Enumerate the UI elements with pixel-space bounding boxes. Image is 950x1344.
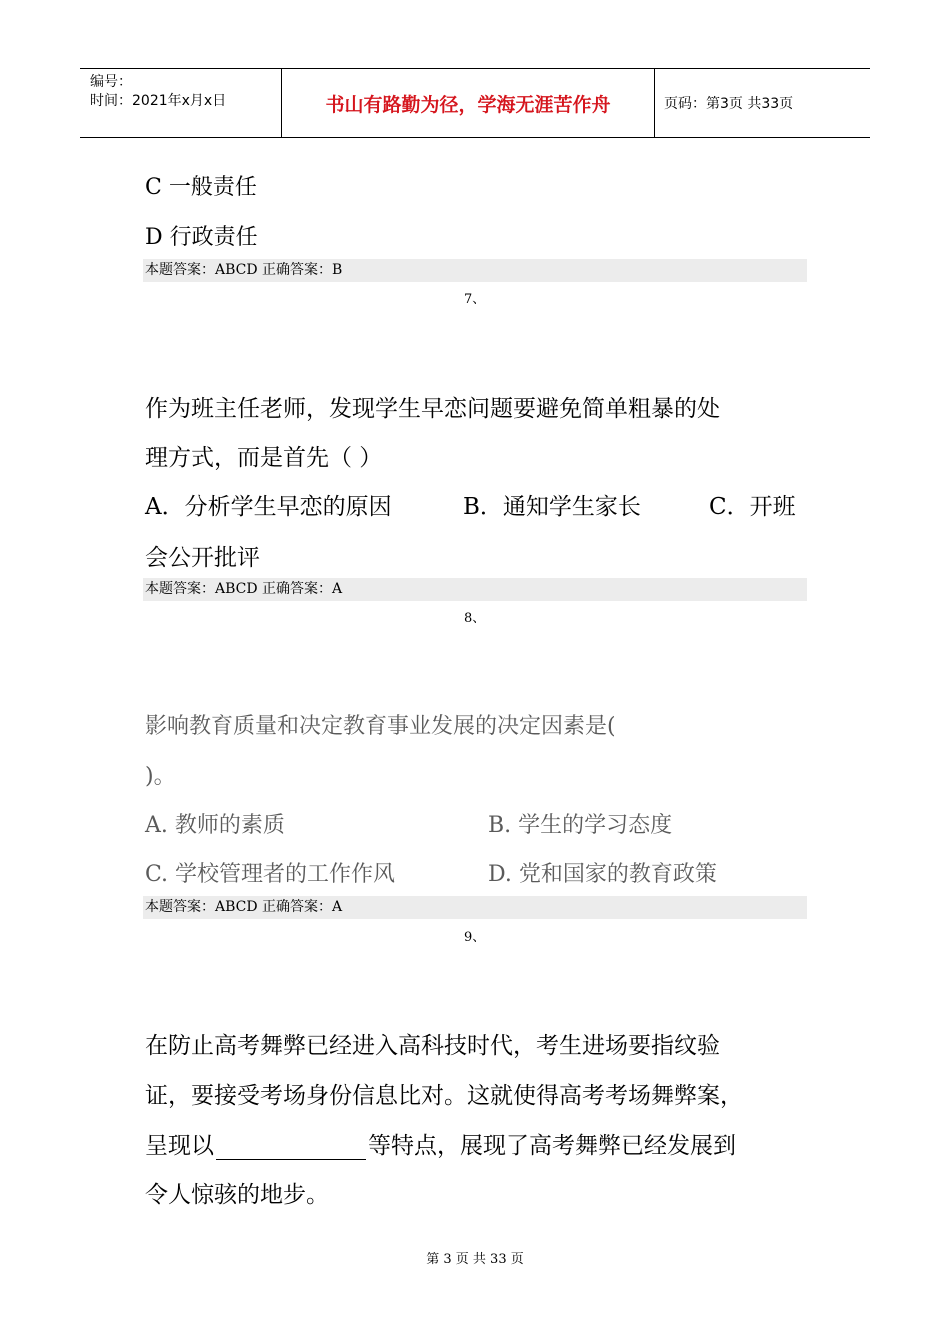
- q9-line3: [145, 1127, 736, 1160]
- q9-number: 9、: [464, 930, 486, 945]
- q8-option-c: C. 学校管理者的工作作风: [145, 862, 396, 887]
- number-label: 编号：: [90, 74, 132, 90]
- q7-answer: 本题答案：ABCD 正确答案：A: [145, 581, 343, 597]
- q8-line2: )。: [145, 764, 176, 789]
- fill-in-blank: [216, 1137, 366, 1160]
- time-label: 时间：2021年x月x日: [90, 93, 227, 109]
- q9-line3-post: 等特点，展现了高考舞弊已经发展到: [368, 1133, 736, 1159]
- q8-option-d: D. 党和国家的教育政策: [488, 862, 717, 887]
- q9-line1: 在防止高考舞弊已经进入高科技时代，考生进场要指纹验: [145, 1033, 720, 1059]
- q9-line2: 证，要接受考场身份信息比对。这就使得高考考场舞弊案，: [145, 1083, 743, 1109]
- header-divider: [654, 69, 655, 137]
- q7-line1: 作为班主任老师，发现学生早恋问题要避免简单粗暴的处: [145, 396, 720, 422]
- page-footer: 第 3 页 共 33 页: [426, 1252, 524, 1267]
- page-header: [80, 68, 870, 138]
- q6-option-d: D 行政责任: [145, 225, 258, 250]
- q7-number: 7、: [464, 292, 486, 307]
- q6-answer: 本题答案：ABCD 正确答案：B: [145, 262, 343, 278]
- q8-number: 8、: [464, 611, 486, 626]
- q9-line3-pre: 呈现以: [145, 1133, 214, 1159]
- q6-option-c: C 一般责任: [145, 175, 257, 200]
- header-meta: [90, 73, 226, 111]
- q8-option-a: A. 教师的素质: [145, 813, 285, 838]
- q7-line2: 理方式，而是首先（ ）: [145, 445, 383, 471]
- q7-option-c-cont: 会公开批评: [145, 545, 260, 571]
- header-page-label: 页码：第3页 共33页: [664, 96, 794, 112]
- q9-line4: 令人惊骇的地步。: [145, 1182, 329, 1208]
- header-motto: 书山有路勤为径，学海无涯苦作舟: [325, 93, 611, 116]
- q8-line1: 影响教育质量和决定教育事业发展的决定因素是(: [145, 714, 616, 739]
- q7-option-a: A．分析学生早恋的原因: [145, 494, 392, 520]
- q8-option-b: B. 学生的学习态度: [488, 813, 673, 838]
- q8-answer: 本题答案：ABCD 正确答案：A: [145, 899, 343, 915]
- q7-option-c: C．开班: [709, 494, 796, 520]
- q7-option-b: B．通知学生家长: [463, 494, 641, 520]
